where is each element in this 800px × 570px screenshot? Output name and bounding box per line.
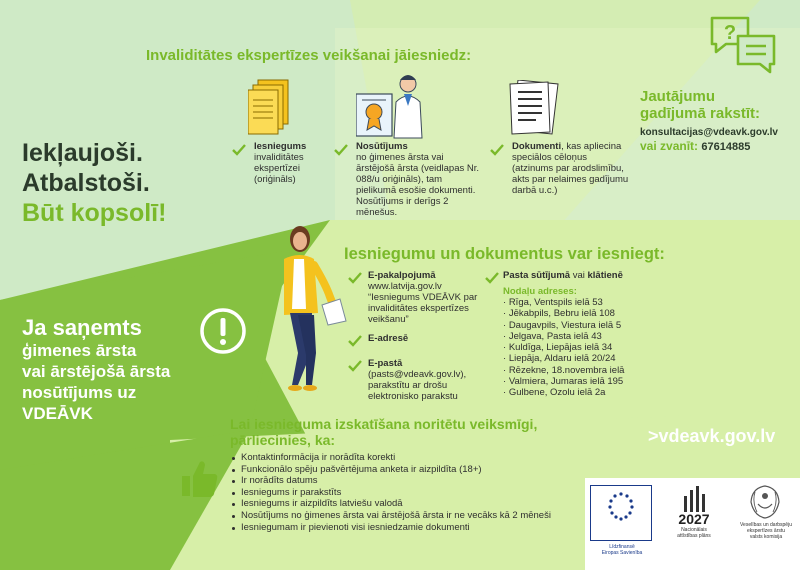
- plan-caption-line2: attīstības plāns: [677, 533, 711, 539]
- branch-address: · Gulbene, Ozolu ielā 2a: [503, 387, 655, 398]
- checklist-heading-line1: Lai iesnieguma izskatīšana noritētu veiksmīgi,: [230, 416, 538, 432]
- branch-address: · Valmiera, Jumaras ielā 195: [503, 376, 655, 387]
- contact-phone-link[interactable]: 67614885: [701, 141, 751, 153]
- post-inperson: klātienē: [587, 270, 623, 281]
- eu-caption-line2: Eiropas Savienība: [601, 550, 643, 556]
- submit-post: [485, 270, 655, 399]
- commission-line2: ekspertīzes ārstu: [746, 528, 786, 534]
- checkmark-icon: [334, 144, 348, 156]
- e-mail-title: E-pastā: [368, 358, 403, 369]
- referral-line2: ģimenes ārsta: [22, 341, 137, 360]
- submit-e-address: [348, 333, 408, 344]
- branch-address: · Rīga, Ventspils ielā 53: [503, 297, 655, 308]
- plan-logo: [666, 512, 722, 539]
- checkmark-icon: [348, 360, 362, 372]
- document-text: invaliditātes ekspertīzei (oriģināls): [254, 152, 304, 185]
- referral-line1: Ja saņemts: [22, 315, 142, 340]
- tagline: [22, 138, 166, 228]
- eu-caption: [592, 544, 652, 556]
- plan-year: 2027: [678, 511, 710, 527]
- document-title: Nosūtījums: [356, 141, 408, 152]
- documents-heading: Invaliditātes ekspertīzes veikšanai jāiesniedz:: [146, 47, 472, 64]
- contact-heading-line1: Jautājumu: [640, 88, 716, 105]
- plan-caption-line1: Nacionālais: [681, 527, 707, 533]
- checklist-item: Iesniegumam ir pievienoti visi iesniedzamie dokumenti: [230, 522, 560, 534]
- submit-heading: Iesniegumu un dokumentus var iesniegt:: [344, 245, 665, 263]
- eu-logo: [590, 485, 652, 541]
- document-text: , kas apliecina speciālos cēloņus (atzinums par arodslimību, akts par nelaimes gadījumu darbā u.c.): [512, 141, 629, 196]
- e-service-title: E-pakalpojumā: [368, 270, 436, 281]
- e-service-text: www.latvija.gov.lv “Iesniegums VDEĀVK par invaliditātes ekspertīzes veikšanu”: [368, 281, 478, 325]
- document-stack-icon: [248, 78, 296, 136]
- branches-title: Nodaļu adreses:: [503, 286, 577, 297]
- commission-logo: [733, 522, 799, 540]
- commission-line1: Veselības un darbspēju: [740, 522, 792, 528]
- checklist-item: Iesniegums ir aizpildīts latviešu valodā: [230, 498, 560, 510]
- document-item-referral: [334, 141, 484, 218]
- checkmark-icon: [348, 335, 362, 347]
- plan-bars-icon: [680, 486, 710, 512]
- checkmark-icon: [348, 272, 362, 284]
- tagline-line2: Atbalstoši.: [22, 169, 150, 197]
- woman-with-document-icon: [270, 225, 350, 400]
- coat-of-arms-icon: [748, 484, 782, 520]
- checklist-block: [230, 416, 590, 533]
- referral-line5: VDEĀVK: [22, 404, 93, 423]
- post-title: Pasta sūtījumā: [503, 270, 571, 281]
- referral-block: [22, 316, 170, 424]
- document-text: no ģimenes ārsta vai ārstējošā ārsta (veidlapas Nr. 088/u oriģināls), tam pielikumā esošie dokumenti. Nosūtījums ir derīgs 2 mēnešus.: [356, 152, 480, 218]
- chat-question-icon: [708, 14, 778, 74]
- e-mail-text: (pasts@vdeavk.gov.lv), parakstītu ar drošu elektronisko parakstu: [368, 369, 467, 402]
- doctor-certificate-icon: [356, 72, 426, 140]
- tagline-line3: Būt kopsolī!: [22, 199, 167, 227]
- branch-address: · Kuldīga, Liepājas ielā 34: [503, 342, 655, 353]
- checkmark-icon: [490, 144, 504, 156]
- branch-address: · Daugavpils, Viestura ielā 5: [503, 320, 655, 331]
- checklist-item: Funkcionālo spēju pašvērtējuma anketa ir aizpildīta (18+): [230, 464, 560, 476]
- contact-block: [640, 88, 798, 155]
- website-link[interactable]: [648, 426, 775, 447]
- branches-list: [485, 297, 655, 399]
- branch-address: · Jelgava, Pasta ielā 43: [503, 331, 655, 342]
- document-item-application: [232, 141, 332, 185]
- e-address-title: E-adresē: [368, 333, 409, 344]
- contact-heading-line2: gadījumā rakstīt:: [640, 105, 761, 122]
- checklist-list: [230, 452, 560, 533]
- checkmark-icon: [232, 144, 246, 156]
- referral-line3: vai ārstējošā ārsta: [22, 362, 171, 381]
- tagline-line1: Iekļaujoši.: [22, 139, 143, 167]
- document-item-documents: [490, 141, 630, 196]
- commission-line3: valsts komisija: [749, 534, 783, 540]
- document-title: Dokumenti: [512, 141, 562, 152]
- chevron-right-icon: >: [648, 426, 659, 446]
- checklist-item: Ir norādīts datums: [230, 475, 560, 487]
- submit-e-mail: [348, 358, 488, 402]
- checklist-heading-line2: pārliecinies, ka:: [230, 432, 336, 448]
- contact-phone-prefix: vai zvanīt:: [640, 139, 699, 153]
- branch-address: · Liepāja, Aldaru ielā 20/24: [503, 353, 655, 364]
- contact-email-link[interactable]: konsultacijas@vdeavk.gov.lv: [640, 127, 778, 138]
- branch-address: · Jēkabpils, Bebru ielā 108: [503, 308, 655, 319]
- referral-line4: nosūtījums uz: [22, 383, 137, 402]
- svg-text:?: ?: [723, 22, 737, 44]
- thumbs-up-icon: [180, 458, 220, 500]
- checklist-item: Iesniegums ir parakstīts: [230, 487, 560, 499]
- document-title: Iesniegums: [254, 141, 307, 152]
- exclamation-icon: [198, 306, 248, 356]
- checklist-item: Nosūtījums no ģimenes ārsta vai ārstējošā ārsta ir ne vecāks kā 2 mēneši: [230, 510, 560, 522]
- branch-address: · Rēzekne, 18.novembra ielā: [503, 365, 655, 376]
- post-or: vai: [572, 270, 585, 281]
- checkmark-icon: [485, 272, 499, 284]
- submit-e-service: [348, 270, 488, 325]
- eu-caption-line1: Līdzfinansē: [609, 544, 635, 550]
- checklist-item: Kontaktinformācija ir norādīta korekti: [230, 452, 560, 464]
- website-text: vdeavk.gov.lv: [658, 426, 776, 446]
- papers-icon: [506, 80, 560, 136]
- eu-flag-icon: [591, 486, 651, 526]
